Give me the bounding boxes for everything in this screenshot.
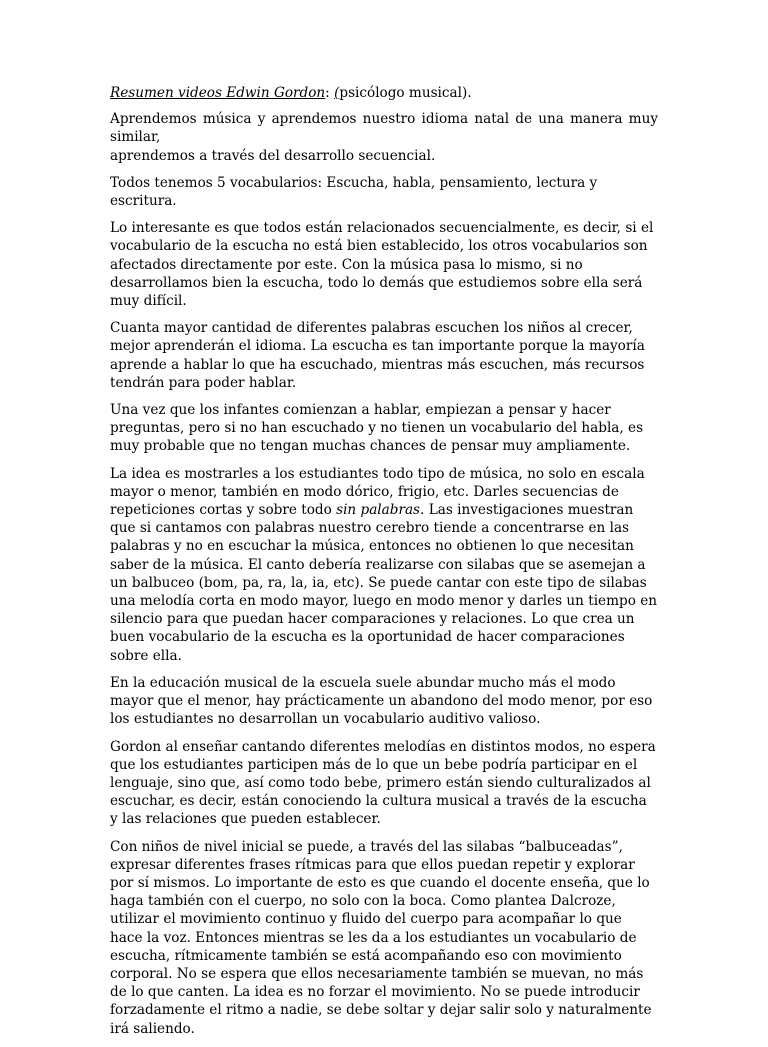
paragraph-7: En la educación musical de la escuela suele abundar mucho más el modo mayor que el menor, hay prácticamente un abandono del modo menor, por eso los estudiantes no desarrollan un vocabulario auditivo valioso. (110, 674, 653, 728)
paragraph-1-line-1: Aprendemos música y aprendemos nuestro idioma natal de una manera muy similar, (110, 111, 658, 146)
paragraph-3: Lo interesante es que todos están relacionados secuencialmente, es decir, si el vocabulario de la escucha no está bien establecido, los otros vocabularios son afectados directamente por este. Con la música pasa lo mismo, si no desarrollamos bien la escucha, todo lo demás que estudiemos sobre ella será muy difícil. (110, 220, 654, 310)
document-title (110, 84, 658, 102)
title-rest: psicólogo musical). (339, 85, 472, 101)
paragraph-2: Todos tenemos 5 vocabularios: Escucha, habla, pensamiento, lectura y escritura. (110, 174, 598, 210)
title-paren: ( (334, 85, 340, 101)
paragraph-1 (110, 110, 658, 165)
title-italic-text: Resumen videos Edwin Gordon (110, 85, 326, 101)
paragraph-6-emphasis: sin palabras (336, 502, 421, 519)
paragraph-6 (110, 465, 658, 665)
paragraph-6-before: La idea es mostrarles a los estudiantes todo tipo de música, no solo en escala mayor o menor, también en modo dórico, frigio, etc. Darles secuencias de repeticiones cortas y sobre todo (110, 465, 645, 519)
paragraph-9: Con niños de nivel inicial se puede, a través del las silabas “balbuceadas”, expresar diferentes frases rítmicas para que ellos puedan repetir y explorar por sí mismos. Lo importante de esto es que cuando el docente enseña, que lo haga también con el cuerpo, no solo con la boca. Como plantea Dalcroze, utilizar el movimiento continuo y fluido del cuerpo para acompañar lo que hace la voz. Entonces mientras se les da a los estudiantes un vocabulario de escucha, rítmicamente también se está acompañando eso con movimiento corporal. No se espera que ellos necesariamente también se muevan, no más de lo que canten. La idea es no forzar el movimiento. No se puede introducir forzadamente el ritmo a nadie, se debe soltar y dejar salir solo y naturalmente irá saliendo. (110, 838, 652, 1037)
paragraph-8: Gordon al enseñar cantando diferentes melodías en distintos modos, no espera que los estudiantes participen más de lo que un bebe podría participar en el lenguaje, sino que, así como todo bebe, primero están siendo culturalizados al escuchar, es decir, están conociendo la cultura musical a través de la escucha y las relaciones que pueden establecer. (110, 738, 656, 828)
title-colon: : (325, 85, 335, 101)
paragraph-5: Una vez que los infantes comienzan a hablar, empiezan a pensar y hacer preguntas, pero si no han escuchado y no tienen un vocabulario del habla, es muy probable que no tengan muchas chances de pensar muy ampliamente. (110, 402, 644, 455)
paragraph-1-line-2: aprendemos a través del desarrollo secuencial. (110, 147, 436, 164)
paragraph-4: Cuanta mayor cantidad de diferentes palabras escuchen los niños al crecer, mejor aprenderán el idioma. La escucha es tan importante porque la mayoría aprende a hablar lo que ha escuchado, mientras más escuchen, más recursos tendrán para poder hablar. (110, 320, 645, 391)
document-page (110, 84, 658, 1047)
paragraph-6-after: . Las investigaciones muestran que si cantamos con palabras nuestro cerebro tiende a concentrarse en las palabras y no en escuchar la música, entonces no obtienen lo que necesitan saber de la música. El canto debería realizarse con silabas que se asemejan a un balbuceo (bom, pa, ra, la, ia, etc). Se puede cantar con este tipo de silabas una melodía corta en modo mayor, luego en modo menor y darles un tiempo en silencio para que puedan hacer comparaciones y relaciones. Lo que crea un buen vocabulario de la escucha es la oportunidad de hacer comparaciones sobre ella. (110, 502, 657, 664)
